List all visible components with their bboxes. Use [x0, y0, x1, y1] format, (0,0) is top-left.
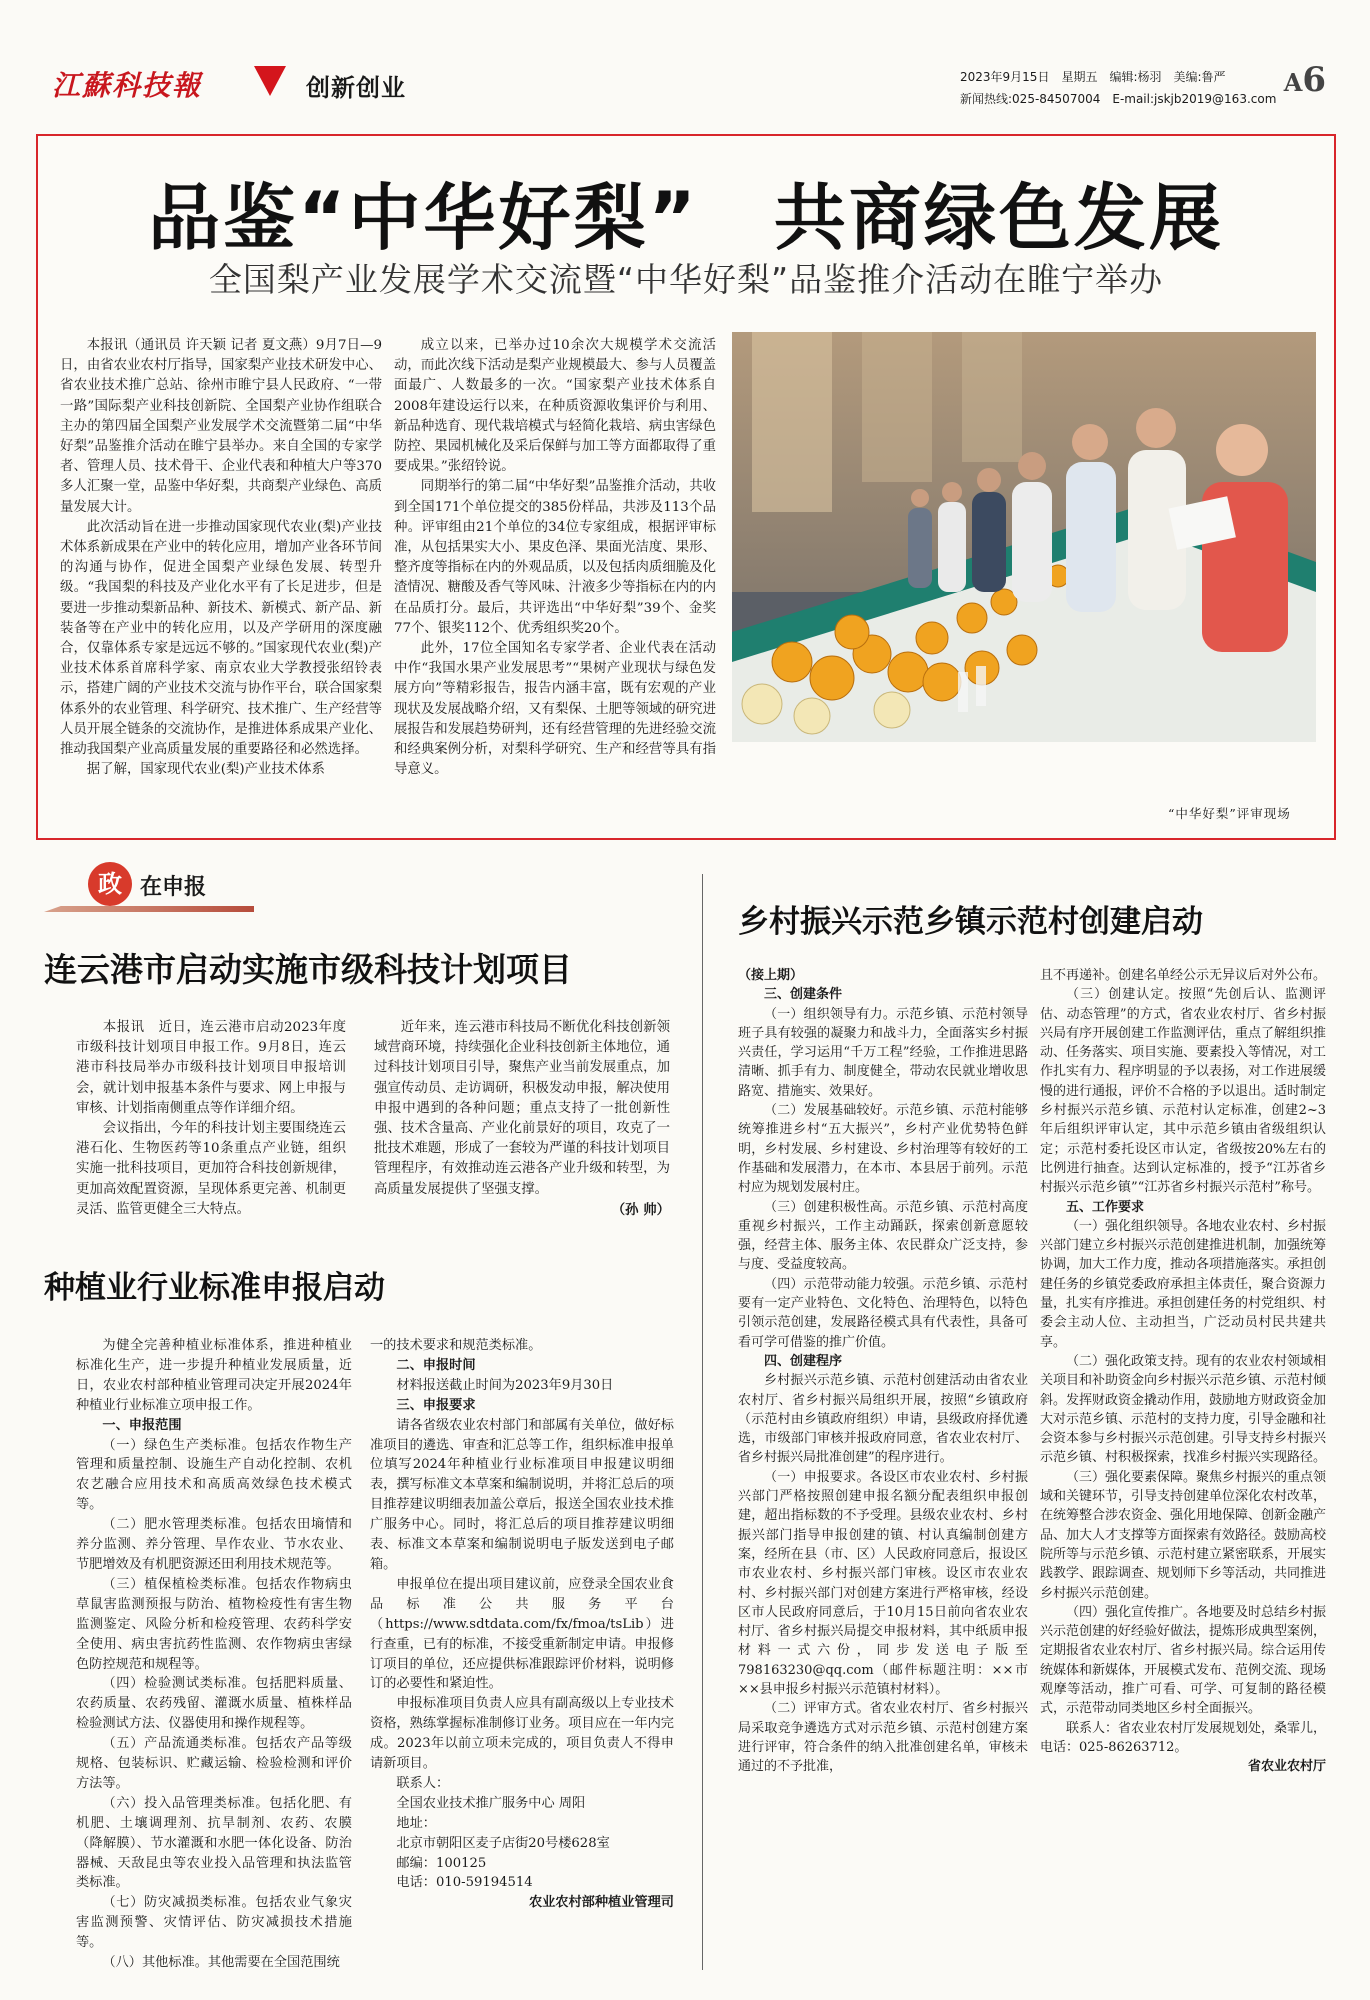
contact-line: 邮编：100125 [396, 1855, 487, 1871]
paragraph: 本报讯（通讯员 许天颖 记者 夏文燕）9月7日—9日，由省农业农村厅指导，国家梨产业技术研发中心、省农业技术推广总站、徐州市睢宁县人民政府、“一带一路”国际梨产业科技创新院、全国梨产业协作组联合主办的第四届全国梨产业发展学术交流暨第二届“中华好梨”品鉴推介活动在睢宁县举办。来自全国的专家学者、管理人员、技术骨干、企业代表和种植大户等370多人汇聚一堂，品鉴中华好梨，共商梨产业绿色、高质量发展大计。 [60, 338, 382, 515]
subheading: 一、申报范围 [102, 1417, 182, 1433]
date-line: 2023年9月15日 星期五 编辑:杨羽 美编:鲁严 [960, 70, 1226, 84]
paragraph: （一）申报要求。各设区市农业农村、乡村振兴部门严格按照创建申报名额分配表组织申报创建，超出指标数的不予受理。县级农业农村、乡村振兴部门指导申报创建的镇、村认真编制创建方案，经所在县（市、区）人民政府同意后，报设区市农业农村、乡村振兴部门审核。设区市农业农村、乡村振兴部门对创建方案进行严格审核，经设区市人民政府同意后，于10月15日前向省农业农村厅、省乡村振兴局提交申报材料，其中纸质申报材料一式六份，同步发送电子版至798163230@qq.com（邮件标题注明：××市××县申报乡村振兴示范镇村材料）。 [738, 1469, 1028, 1697]
paragraph: （三）创建积极性高。示范乡镇、示范村高度重视乡村振兴，工作主动踊跃，探索创新意愿较强，经营主体、服务主体、农民群众广泛支持，参与度、受益度较高。 [738, 1199, 1028, 1273]
section-name: 创新创业 [306, 74, 406, 102]
article1-title: 连云港市启动实施市级科技计划项目 [44, 950, 572, 989]
newspaper-logo: 江蘇科技報 [52, 69, 203, 102]
contact-line: 联系人： [396, 1775, 450, 1791]
paragraph: （三）创建认定。按照“先创后认、监测评估、动态管理”的方式，省农业农村厅、省乡村振兴局有序开展创建工作监测评估，重点了解组织推动、任务落实、项目实施、要素投入等情况，对工作扎实有力、程序明显的予以表扬，对工作进展缓慢的进行通报，评价不合格的予以退出。适时制定乡村振兴示范乡镇、示范村认定标准，创建2~3年后组织评审认定，其中示范乡镇由省级组织认定；示范村委托设区市认定，省级按20%左右的比例进行抽查。达到认定标准的，授予“江苏省乡村振兴示范乡镇”“江苏省乡村振兴示范村”称号。 [1040, 987, 1327, 1196]
paragraph: （二）发展基础较好。示范乡镇、示范村能够统筹推进乡村“五大振兴”，乡村产业优势特色鲜明，乡村发展、乡村建设、乡村治理等有较好的工作基础和发展潜力，在本市、本县居于前列。示范村应为规划发展村庄。 [738, 1103, 1028, 1196]
column-divider [702, 874, 703, 1970]
paragraph: 申报标准项目负责人应具有副高级以上专业技术资格，熟练掌握标准制修订业务。项目应在一年内完成。2023年以前立项未完成的，项目负责人不得申请新项目。 [370, 1696, 674, 1772]
paragraph: （六）投入品管理类标准。包括化肥、有机肥、土壤调理剂、抗旱制剂、农药、农膜（降解膜）、节水灌溉和水肥一体化设备、防治器械、天敌昆虫等农业投入品管理和执法监管类标准。 [76, 1795, 352, 1891]
subheading: 三、申报要求 [396, 1397, 476, 1413]
paragraph: （二）强化政策支持。现有的农业农村领域相关项目和补助资金向乡村振兴示范乡镇、示范村倾斜。发挥财政资金撬动作用，鼓励地方财政资金加大对示范乡镇、示范村的支持力度，引导金融和社会资本参与乡村振兴示范创建。引导支持乡村振兴示范乡镇、村积极探索，找准乡村振兴实现路径。 [1040, 1353, 1327, 1466]
paragraph: （三）植保植检类标准。包括农作物病虫草鼠害监测预报与防治、植物检疫性有害生物监测鉴定、风险分析和检疫管理、农药科学安全使用、病虫害抗药性监测、农作物病虫害绿色防控规范和规程等。 [76, 1576, 352, 1672]
subheading: 四、创建程序 [764, 1353, 843, 1369]
paragraph: 联系人：省农业农村厅发展规划处，桑霏儿，电话：025-86263712。 [1040, 1720, 1327, 1755]
paragraph: 一的技术要求和规范类标准。 [370, 1338, 542, 1353]
paragraph: （一）组织领导有力。示范乡镇、示范村领导班子具有较强的凝聚力和战斗力，全面落实乡村振兴责任，学习运用“千万工程”经验，工作推进思路清晰、抓手有力、制度健全，带动农民就业增收思路宽、措施实、效果好。 [738, 1006, 1028, 1099]
paragraph: （四）强化宣传推广。各地要及时总结乡村振兴示范创建的好经验好做法，提炼形成典型案例，定期报省农业农村厅、省乡村振兴局。综合运用传统媒体和新媒体，开展模式发布、范例交流、现场观摩等活动，推广可看、可学、可复制的路径模式，示范带动同类地区乡村全面振兴。 [1040, 1604, 1327, 1717]
paragraph: （四）示范带动能力较强。示范乡镇、示范村要有一定产业特色、文化特色、治理特色，以特色引领示范创建，发展路径模式具有代表性，具备可看可学可借鉴的推广价值。 [738, 1276, 1028, 1350]
photo-illustration [732, 332, 1316, 742]
paragraph: 请各省级农业农村部门和部属有关单位，做好标准项目的遴选、审查和汇总等工作，组织标准申报单位填写2024年种植业行业标准项目申报建议明细表，撰写标准文本草案和编制说明，并将汇总后的项目推荐建议明细表加盖公章后，报送全国农业技术推广服务中心。同时，将汇总后的项目推荐建议明细表、标准文本草案和编制说明电子版发送到电子邮箱。 [370, 1417, 674, 1572]
article2-title: 种植业行业标准申报启动 [44, 1270, 385, 1306]
zheng-zai-shenbao-tag [44, 862, 264, 910]
zheng-badge-icon: 政 [88, 862, 132, 906]
paragraph: 成立以来，已举办过10余次大规模学术交流活动，而此次线下活动是梨产业规模最大、参与人员覆盖面最广、人数最多的一次。“国家梨产业技术体系自2008年建设运行以来，在种质资源收集评价与利用、新品种选育、现代栽培模式与轻简化栽培、病虫害绿色防控、果园机械化及采后保鲜与加工等方面都取得了重要成果。”张绍铃说。 [394, 338, 716, 475]
feature-subtitle: 全国梨产业发展学术交流暨“中华好梨”品鉴推介活动在睢宁举办 [208, 260, 1164, 299]
feature-title: 品鉴“中华好梨” 共商绿色发展 [148, 176, 1224, 260]
continued-note: （接上期） [738, 968, 804, 983]
paragraph: 会议指出，今年的科技计划主要围绕连云港石化、生物医药等10条重点产业链，组织实施一批科技项目，更加符合科技创新规律，更加高效配置资源，呈现体系更完善、机制更灵活、监管更健全三大特点。 [76, 1121, 346, 1217]
paragraph: （三）强化要素保障。聚焦乡村振兴的重点领域和关键环节，引导支持创建单位深化农村改革，在统筹整合涉农资金、强化用地保障、创新金融产品、加大人才支撑等方面探索有效路径。鼓励高校院所等与示范乡镇、示范村建立紧密联系，开展实践教学、跟踪调查、规划师下乡等活动，共同推进乡村振兴示范创建。 [1040, 1469, 1327, 1601]
paragraph: （二）肥水管理类标准。包括农田墒情和养分监测、养分管理、旱作农业、节水农业、节肥增效及有机肥资源还田利用技术规范等。 [76, 1517, 352, 1572]
masthead-meta [960, 66, 1276, 110]
masthead [44, 56, 1336, 108]
paragraph: 乡村振兴示范乡镇、示范村创建活动由省农业农村厅、省乡村振兴局组织开展，按照“乡镇政府（示范村由乡镇政府组织）申请，县级政府择优遴选，市级部门审核并报政府同意，省农业农村厅、省乡村振兴局批准创建”的程序进行。 [738, 1373, 1028, 1466]
feature-column-1 [60, 336, 382, 780]
photo-caption: “中华好梨”评审现场 [1168, 806, 1291, 821]
paragraph: （七）防灾减损类标准。包括农业气象灾害监测预警、灾情评估、防灾减损技术措施等。 [76, 1895, 352, 1951]
feature-column-2 [394, 336, 716, 780]
article3-title: 乡村振兴示范乡镇示范村创建启动 [738, 904, 1203, 940]
paragraph: 为健全完善种植业标准体系，推进种植业标准化生产，进一步提升种植业发展质量，近日，农业农村部种植业管理司决定开展2024年种植业行业标准立项申报工作。 [76, 1338, 352, 1413]
byline: 农业农村部种植业管理司 [528, 1895, 674, 1911]
red-triangle-icon [254, 66, 286, 96]
paragraph: （二）评审方式。省农业农村厅、省乡村振兴局采取竞争遴选方式对示范乡镇、示范村创建方案进行评审，符合条件的纳入批准创建名单，审核未通过的不予批准， [738, 1701, 1028, 1775]
byline: 省农业农村厅 [1247, 1759, 1326, 1775]
byline: （孙 帅） [611, 1201, 670, 1218]
paragraph: （一）强化组织领导。各地农业农村、乡村振兴部门建立乡村振兴示范创建推进机制，加强统筹协调，加大工作力度，推动各项措施落实。承担创建任务的乡镇党委政府承担主体责任，聚合资源力量，扎实有序推进。承担创建任务的村党组织、村委会主动人位、主动担当，广泛动员村民共建共享。 [1040, 1218, 1327, 1350]
paragraph: 此次活动旨在进一步推动国家现代农业(梨)产业技术体系新成果在产业中的转化应用，增加产业各环节间的沟通与协作，促进全国梨产业绿色发展、转型升级。“我国梨的科技及产业化水平有了长足进步，但是要进一步推动梨新品种、新技术、新模式、新产品、新装备等在产业中的转化应用，以及产学研用的深度融合，仅靠体系专家是远远不够的。”国家现代农业(梨)产业技术体系首席科学家、南京农业大学教授张绍铃表示，搭建广阔的产业技术交流与协作平台，联合国家梨体系外的农业管理、科学研究、技术推广、生产经营等人员开展全链条的交流协作，是推进体系成果产业化、推动我国梨产业高质量发展的重要路径和必然选择。 [60, 519, 382, 758]
article2-column-1 [76, 1336, 352, 1973]
paragraph: 材料报送截止时间为2023年9月30日 [396, 1377, 614, 1393]
article2-column-2 [370, 1336, 674, 1913]
contact-line: 电话：010-59194514 [396, 1875, 533, 1891]
article1-column-1 [76, 1018, 346, 1220]
contact-line: 全国农业技术推广服务中心 周阳 [396, 1795, 586, 1811]
paragraph: 此外，17位全国知名专家学者、企业代表在活动中作“我国水果产业发展思考”“果树产业现状与绿色发展方向”等精彩报告，报告内涵丰富，既有宏观的产业现状及发展战略介绍，又有梨保、土肥等领域的研究进展报告和发展趋势研判，还有经营管理的先进经验交流和经典案例分析，对梨科学研究、生产和经营等具有指导意义。 [394, 641, 716, 778]
paragraph: （五）产品流通类标准。包括农产品等级规格、包装标识、贮藏运输、检验检测和评价方法等。 [76, 1736, 352, 1791]
subheading: 三、创建条件 [764, 987, 843, 1003]
paragraph: 近年来，连云港市科技局不断优化科技创新领域营商环境，持续强化企业科技创新主体地位，通过科技计划项目引导，聚焦产业当前发展重点，加强宣传动员、走访调研，积极发动申报，解决使用申报中遇到的各种问题；重点支持了一批创新性强、技术含量高、产业化前景好的项目，攻克了一批技术难题，形成了一套较为严谨的科技计划项目管理程序，有效推动连云港各产业升级和转型，为高质量发展提供了坚强支撑。 [374, 1020, 670, 1197]
paragraph: 且不再递补。创建名单经公示无异议后对外公布。 [1040, 968, 1327, 983]
contact-line: 地址： [396, 1815, 436, 1831]
article1-column-2 [374, 1018, 670, 1220]
article3-column-2 [1040, 966, 1326, 1776]
paragraph: （八）其他标准。其他需要在全国范围统 [102, 1955, 340, 1971]
paragraph: 据了解，国家现代农业(梨)产业技术体系 [86, 762, 325, 778]
contact-line: 北京市朝阳区麦子店街20号楼628室 [396, 1835, 610, 1851]
paragraph: （四）检验测试类标准。包括肥料质量、农药质量、农药残留、灌溉水质量、植株样品检验测试方法、仪器使用和操作规程等。 [76, 1676, 352, 1732]
subheading: 二、申报时间 [396, 1357, 476, 1373]
paragraph: 申报单位在提出项目建议前，应登录全国农业食品标准公共服务平台（https://www.sdtdata.com/fx/fmoa/tsLib）进行查重，已有的标准，不接受重新制定申请。申报修订项目的单位，还应提供标准跟踪评价材料，说明修订的必要性和紧迫性。 [370, 1576, 674, 1692]
hotline: 新闻热线:025-84507004 E-mail:jskjb2019@163.com [960, 92, 1277, 106]
paragraph: 同期举行的第二届“中华好梨”品鉴推介活动，共收到全国171个单位提交的385份样品，共涉及113个品种。评审组由21个单位的34位专家组成，根据评审标准，从包括果实大小、果皮色泽、果面光洁度、果形、整齐度等指标在内的外观品质，以及包括肉质细脆及化渣情况、糖酸及香气等风味、汁液多少等指标在内的内在品质打分。最后，共评选出“中华好梨”39个、金奖77个、银奖112个、优秀组织奖20个。 [394, 479, 716, 636]
feature-box [36, 134, 1336, 840]
paragraph: 本报讯 近日，连云港市启动2023年度市级科技计划项目申报工作。9月8日，连云港市科技局举办市级科技计划项目申报培训会，就计划申报基本条件与要求、网上申报与审核、计划指南侧重点等作详细介绍。 [76, 1020, 346, 1116]
subheading: 五、工作要求 [1066, 1199, 1145, 1215]
paragraph: （一）绿色生产类标准。包括农作物生产管理和质量控制、设施生产自动化控制、农机农艺融合应用技术和高质高效绿色技术模式等。 [76, 1437, 352, 1513]
article3-column-1 [738, 966, 1028, 1776]
page-number: A6 [1283, 60, 1326, 100]
pear-judging-photo [732, 332, 1316, 742]
tag-underline [44, 906, 254, 912]
tag-label: 在申报 [140, 875, 207, 900]
